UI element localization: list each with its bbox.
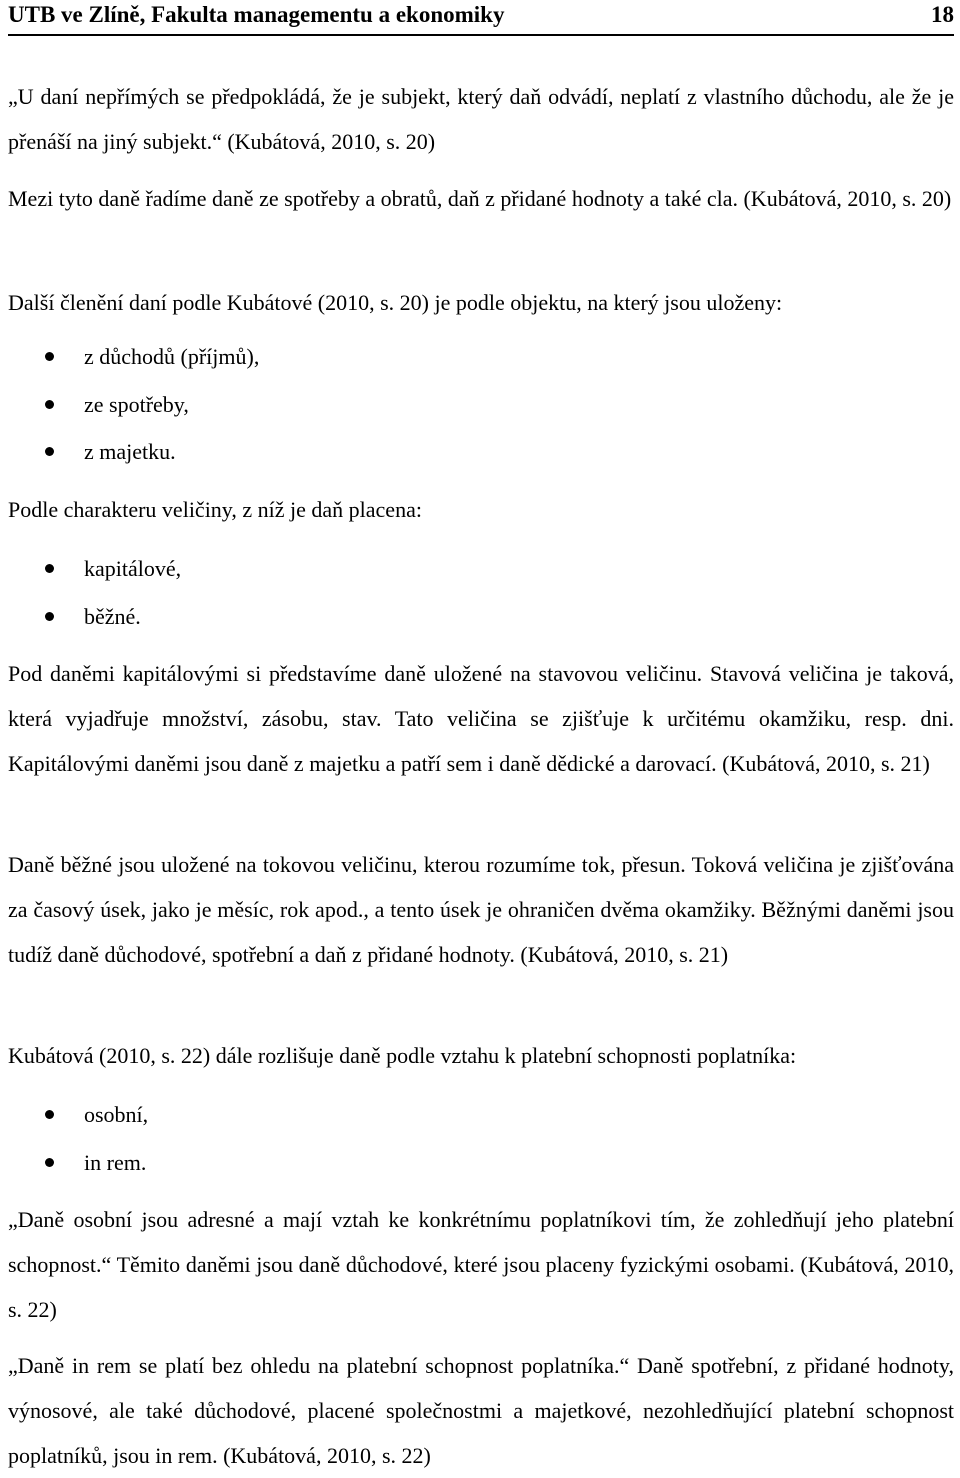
- paragraph-capital-taxes: Pod daněmi kapitálovými si představíme daně uložené na stavovou veličinu. Stavová veličina je taková, která vyjadřuje množství, zásobu, stav. Tato veličina se zjišťuje k určitému okamžiku, resp. dni. Kapitálovými daněmi jsou daně z majetku a patří sem i daně dědické a darovací. (Kubátová, 2010, s. 21): [8, 661, 954, 776]
- list-item: z důchodů (příjmů),: [84, 344, 260, 369]
- bullet-icon: [45, 564, 54, 573]
- page-header: [8, 0, 954, 36]
- paragraph-division-by-object: Další členění daní podle Kubátové (2010, s. 20) je podle objektu, na který jsou uloženy:: [8, 290, 783, 315]
- list-item: z majetku.: [84, 439, 176, 464]
- list-item: osobní,: [84, 1102, 149, 1127]
- bullet-icon: [45, 400, 54, 409]
- page-number: 18: [931, 2, 954, 27]
- paragraph-division-by-ability: Kubátová (2010, s. 22) dále rozlišuje daně podle vztahu k platební schopnosti poplatníka:: [8, 1043, 797, 1068]
- list-item: ze spotřeby,: [84, 392, 189, 417]
- bullet-icon: [45, 352, 54, 361]
- paragraph-current-taxes: Daně běžné jsou uložené na tokovou veličinu, kterou rozumíme tok, přesun. Toková veličina je zjišťována za časový úsek, jako je měsíc, rok apod., a tento úsek je ohraničen dvěma okamžiky. Běžnými daněmi jsou tudíž daně důchodové, spotřební a daň z přidané hodnoty. (Kubátová, 2010, s. 21): [8, 852, 954, 967]
- bullet-icon: [45, 1110, 54, 1119]
- paragraph-division-by-quantity: Podle charakteru veličiny, z níž je daň placena:: [8, 497, 422, 522]
- bullet-icon: [45, 447, 54, 456]
- bullet-icon: [45, 1158, 54, 1167]
- bullet-icon: [45, 612, 54, 621]
- header-title: UTB ve Zlíně, Fakulta managementu a ekonomiky: [8, 2, 505, 27]
- list-item: in rem.: [84, 1150, 147, 1175]
- list-item: kapitálové,: [84, 556, 182, 581]
- list-item: běžné.: [84, 604, 141, 629]
- paragraph-in-rem-taxes: „Daně in rem se platí bez ohledu na platební schopnost poplatníka.“ Daně spotřební, z přidané hodnoty, výnosové, ale také důchodové, placené společnostmi a majetkové, nezohledňující platební schopnost poplatníků, jsou in rem. (Kubátová, 2010, s. 22): [8, 1353, 954, 1468]
- paragraph-personal-taxes: „Daně osobní jsou adresné a mají vztah ke konkrétnímu poplatníkovi tím, že zohledňují jeho platební schopnost.“ Těmito daněmi jsou daně důchodové, které jsou placeny fyzickými osobami. (Kubátová, 2010, s. 22): [8, 1207, 954, 1322]
- paragraph-indirect-taxes-quote: „U daní nepřímých se předpokládá, že je subjekt, který daň odvádí, neplatí z vlastního důchodu, ale že je přenáší na jiný subjekt.“ (Kubátová, 2010, s. 20): [8, 84, 954, 154]
- paragraph-indirect-taxes-types: Mezi tyto daně řadíme daně ze spotřeby a obratů, daň z přidané hodnoty a také cla. (Kubátová, 2010, s. 20): [8, 186, 952, 211]
